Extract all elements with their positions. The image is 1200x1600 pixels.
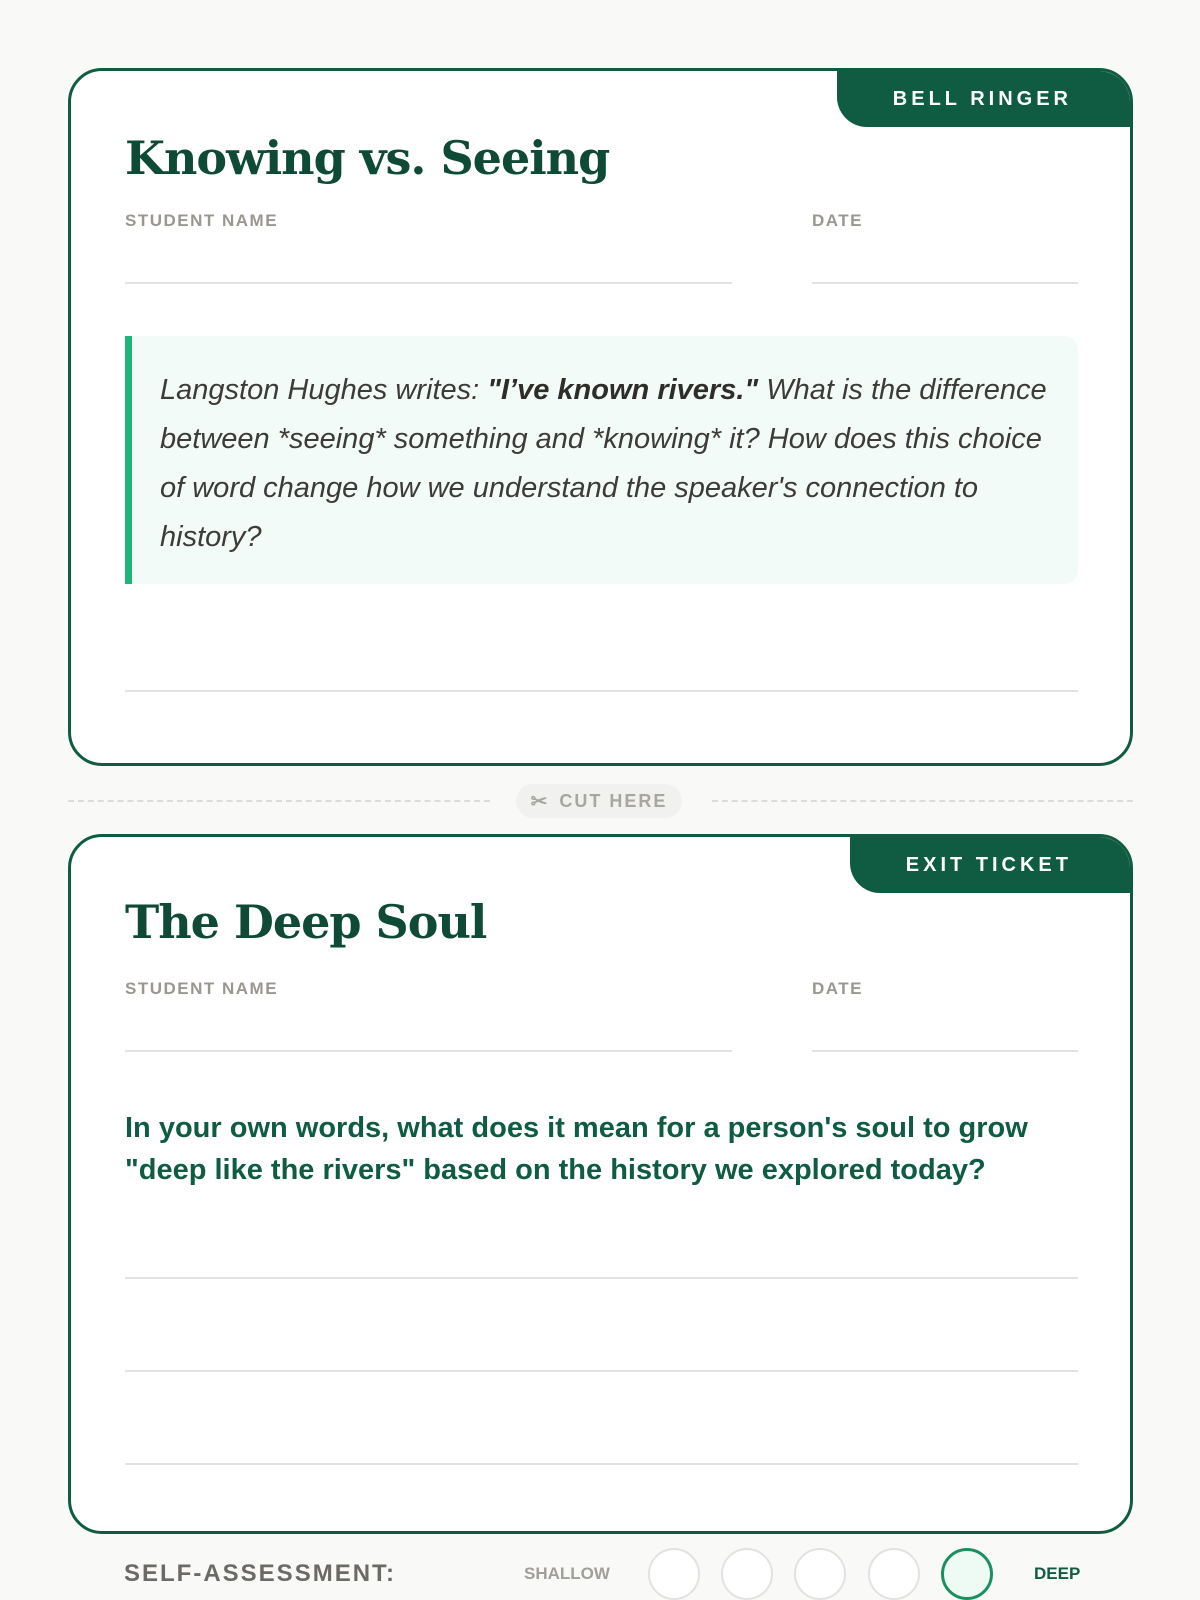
exit-ticket-title: The Deep Soul xyxy=(125,895,487,949)
cut-dashed-line-left xyxy=(68,800,490,802)
answer-line[interactable] xyxy=(125,1370,1078,1372)
exit-ticket-tag: EXIT TICKET xyxy=(850,837,1130,893)
answer-line[interactable] xyxy=(125,690,1078,692)
cut-divider xyxy=(68,784,1133,818)
bell-ringer-title: Knowing vs. Seeing xyxy=(125,131,610,185)
cut-dashed-line-right xyxy=(712,800,1133,802)
self-assessment xyxy=(124,1546,1084,1600)
cut-here-text: CUT HERE xyxy=(559,790,668,811)
rating-circle-4[interactable] xyxy=(868,1548,920,1600)
date-line[interactable] xyxy=(812,1050,1078,1052)
self-assessment-label: SELF-ASSESSMENT: xyxy=(124,1560,397,1587)
rating-circle-3[interactable] xyxy=(794,1548,846,1600)
scale-label-deep: DEEP xyxy=(1034,1564,1081,1583)
answer-line[interactable] xyxy=(125,1277,1078,1279)
prompt-question: What is the difference between *seeing* something and *knowing* it? How does this choice of word change how we understand the speaker's connection to history? xyxy=(160,374,1047,553)
bell-ringer-prompt xyxy=(125,336,1078,584)
prompt-intro: Langston Hughes writes: xyxy=(160,374,488,406)
student-name-label: STUDENT NAME xyxy=(125,979,279,998)
cut-here-label xyxy=(516,784,682,818)
scissors-icon: ✂ xyxy=(530,790,548,813)
date-line[interactable] xyxy=(812,282,1078,284)
exit-ticket-card xyxy=(68,834,1133,1534)
rating-circle-1[interactable] xyxy=(648,1548,700,1600)
student-name-line[interactable] xyxy=(125,282,732,284)
rating-circle-5[interactable] xyxy=(941,1548,993,1600)
date-label: DATE xyxy=(812,979,864,998)
answer-line[interactable] xyxy=(125,1463,1078,1465)
student-name-line[interactable] xyxy=(125,1050,732,1052)
scale-label-shallow: SHALLOW xyxy=(524,1564,610,1583)
exit-ticket-question: In your own words, what does it mean for a person's soul to grow "deep like the rivers" based on the history we explored today? xyxy=(125,1112,1028,1186)
student-name-label: STUDENT NAME xyxy=(125,211,279,230)
bell-ringer-tag: BELL RINGER xyxy=(837,71,1130,127)
rating-circle-2[interactable] xyxy=(721,1548,773,1600)
date-label: DATE xyxy=(812,211,864,230)
bell-ringer-card xyxy=(68,68,1133,766)
prompt-quote: "I’ve known rivers." xyxy=(487,374,759,406)
